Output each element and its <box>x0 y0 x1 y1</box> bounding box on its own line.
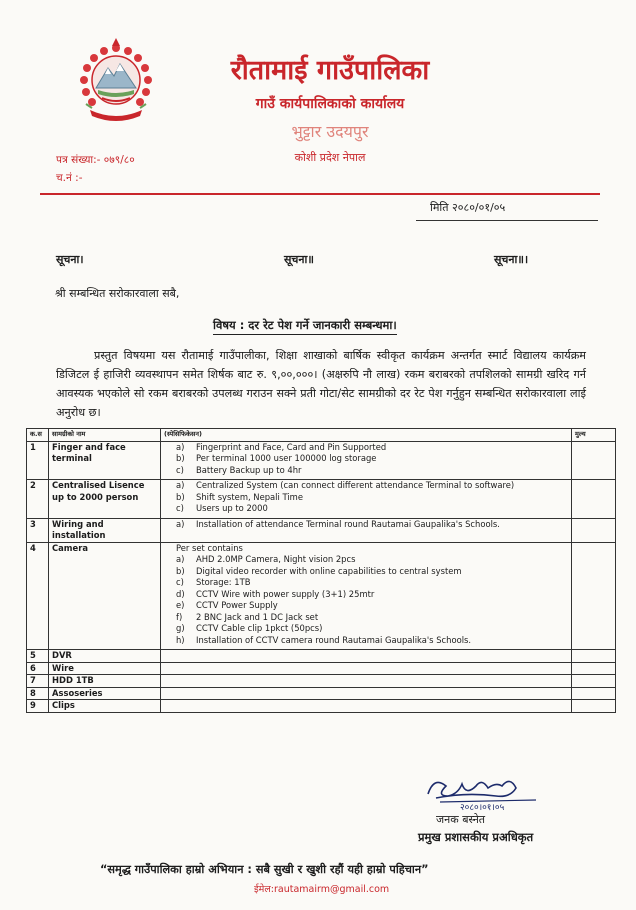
table-row <box>27 687 616 700</box>
row-specification <box>161 441 572 480</box>
letter-reference-number: पत्र संख्या:- ०७९/८० <box>56 154 135 166</box>
notice-heading-2: सूचना॥ <box>284 253 314 266</box>
spec-text: Fingerprint and Face, Card and Pin Supported <box>196 441 387 452</box>
notice-heading-3: सूचना॥। <box>494 253 529 266</box>
spec-text: Digital video recorder with online capabilities to central system <box>196 565 462 576</box>
row-price <box>572 687 616 700</box>
spec-label: c) <box>176 577 184 587</box>
row-specification <box>161 518 572 542</box>
row-sn: 4 <box>27 542 49 650</box>
items-table <box>26 428 616 713</box>
nepal-government-emblem-icon <box>70 34 162 126</box>
table-row <box>27 675 616 688</box>
row-sn: 1 <box>27 441 49 480</box>
subject-line: विषय : दर रेट पेश गर्ने जानकारी सम्बन्धमा। <box>213 318 397 335</box>
row-sn: 3 <box>27 518 49 542</box>
body-paragraph: प्रस्तुत विषयमा यस रौतामाई गाउँपालीका, शिक्षा शाखाको बार्षिक स्वीकृत कार्यक्रम अन्तर्गत स्मार्ट विद्यालय कार्यक्रम डिजिटल ई हाजिरी व्यवस्थापन समेत शिर्षक बाट रु. ९,००,०००। (अक्षरुपि नौ लाख) रकम बराबरको तपशिलको सामग्री खरिद गर्न आवस्यक भएकोले सो रकम बराबरको उपलब्ध गराउन सक्ने प्रती गोटा/सेट सामग्रीको दर रेट पेश गर्नुहुन सम्बन्धित सरोकारवाला लाई अनुरोध छ। <box>56 349 586 419</box>
spec-text: Battery Backup up to 4hr <box>196 464 302 475</box>
spec-label: f) <box>176 611 183 622</box>
spec-text: Installation of CCTV camera round Rautamai Gaupalika's Schools. <box>196 634 472 645</box>
spec-text: Centralized System (can connect different attendance Terminal to software) <box>196 480 515 490</box>
row-sn: 6 <box>27 662 49 675</box>
spec-item <box>176 589 568 601</box>
spec-label: d) <box>176 588 185 599</box>
header-item-name: सामग्रीको नाम <box>49 429 161 442</box>
spec-text: Per terminal 1000 user 100000 log storage <box>196 453 377 463</box>
spec-list <box>164 554 568 649</box>
spec-item <box>176 566 568 578</box>
row-item-name: Finger and face terminal <box>49 441 161 480</box>
letterhead-divider <box>40 193 600 195</box>
handwritten-signature-icon <box>420 772 556 812</box>
row-specification <box>161 700 572 713</box>
row-item-name: DVR <box>49 650 161 663</box>
date-divider <box>416 220 598 221</box>
spec-intro: Per set contains <box>176 542 243 553</box>
spec-list <box>164 519 568 534</box>
table-header-row <box>27 429 616 442</box>
header-sn: क.स <box>27 429 49 442</box>
spec-text: Storage: 1TB <box>196 577 251 587</box>
spec-label: a) <box>176 554 185 564</box>
spec-text: CCTV Cable clip 1pkct (50pcs) <box>196 623 323 633</box>
footer-motto: “समृद्ध गाउँपालिका हाम्रो अभियान : सबै सुखी र खुशी रहौं यही हाम्रो पहिचान” <box>100 863 429 876</box>
spec-label: g) <box>176 623 185 633</box>
office-location: भुट्टार उदयपुर <box>291 122 369 141</box>
table-row <box>27 542 616 650</box>
spec-label: c) <box>176 503 184 513</box>
table-row <box>27 518 616 542</box>
row-item-name: Wire <box>49 662 161 675</box>
spec-label: e) <box>176 600 185 610</box>
spec-text: Shift system, Nepali Time <box>196 491 303 502</box>
table-row <box>27 480 616 519</box>
spec-item <box>176 492 568 504</box>
spec-label: b) <box>176 565 185 576</box>
spec-item <box>176 554 568 566</box>
row-specification <box>161 542 572 650</box>
spec-item <box>176 442 568 454</box>
footer-email: ईमेल:rautamairm@gmail.com <box>254 884 390 895</box>
table-row <box>27 441 616 480</box>
row-item-name: Wiring and installation <box>49 518 161 542</box>
header-price: मुल्य <box>572 429 616 442</box>
spec-label: a) <box>176 480 185 490</box>
spec-item <box>176 465 568 477</box>
spec-label: a) <box>176 441 185 452</box>
row-sn: 8 <box>27 687 49 700</box>
province-name: कोशी प्रदेश नेपाल <box>294 151 366 164</box>
spec-label: b) <box>176 453 185 463</box>
spec-item <box>176 600 568 612</box>
row-specification <box>161 687 572 700</box>
row-price <box>572 518 616 542</box>
row-item-name: Assoseries <box>49 687 161 700</box>
signer-name: जनक बस्नेत <box>436 813 486 826</box>
table-row <box>27 650 616 663</box>
row-price <box>572 441 616 480</box>
row-sn: 7 <box>27 675 49 688</box>
spec-item <box>176 503 568 515</box>
spec-item <box>176 453 568 465</box>
row-price <box>572 700 616 713</box>
spec-item <box>176 577 568 589</box>
letter-date: मिति २०८०/०१/०५ <box>430 201 506 214</box>
row-price <box>572 650 616 663</box>
spec-item <box>176 612 568 624</box>
row-item-name: Camera <box>49 542 161 650</box>
signer-title: प्रमुख प्रशासकीय प्रअधिकृत <box>418 830 534 844</box>
row-price <box>572 662 616 675</box>
spec-item <box>176 623 568 635</box>
row-sn: 2 <box>27 480 49 519</box>
row-item-name: Clips <box>49 700 161 713</box>
notice-heading-1: सूचना। <box>56 253 84 266</box>
row-specification <box>161 675 572 688</box>
row-item-name: HDD 1TB <box>49 675 161 688</box>
spec-label: b) <box>176 491 185 502</box>
spec-text: Installation of attendance Terminal round Rautamai Gaupalika's Schools. <box>196 518 500 529</box>
spec-text: 2 BNC Jack and 1 DC Jack set <box>196 611 319 622</box>
signature-date: २०८०।०१।०५ <box>460 803 505 812</box>
spec-list <box>164 442 568 480</box>
row-specification <box>161 662 572 675</box>
dispatch-number: च.नं :- <box>56 172 83 184</box>
row-item-name: Centralised Lisence up to 2000 person <box>49 480 161 519</box>
row-sn: 9 <box>27 700 49 713</box>
table-row <box>27 662 616 675</box>
items-table-body <box>27 441 616 712</box>
org-name: रौतामाई गाउँपालिका <box>230 55 430 86</box>
header-specification: (स्पेसिफिकेसन) <box>161 429 572 442</box>
row-price <box>572 480 616 519</box>
office-name: गाउँ कार्यपालिकाको कार्यालय <box>255 96 405 112</box>
spec-item <box>176 635 568 647</box>
row-specification <box>161 480 572 519</box>
row-price <box>572 542 616 650</box>
spec-label: c) <box>176 464 184 475</box>
spec-item <box>176 519 568 531</box>
table-row <box>27 700 616 713</box>
spec-label: a) <box>176 518 185 529</box>
spec-list <box>164 480 568 518</box>
spec-text: CCTV Wire with power supply (3+1) 25mtr <box>196 588 375 599</box>
spec-text: AHD 2.0MP Camera, Night vision 2pcs <box>196 554 356 564</box>
spec-label: h) <box>176 634 185 645</box>
row-price <box>572 675 616 688</box>
row-sn: 5 <box>27 650 49 663</box>
spec-text: Users up to 2000 <box>196 503 268 513</box>
spec-item <box>176 480 568 492</box>
row-specification <box>161 650 572 663</box>
addressee: श्री सम्बन्धित सरोकारवाला सबै, <box>55 287 180 300</box>
spec-text: CCTV Power Supply <box>196 600 278 610</box>
